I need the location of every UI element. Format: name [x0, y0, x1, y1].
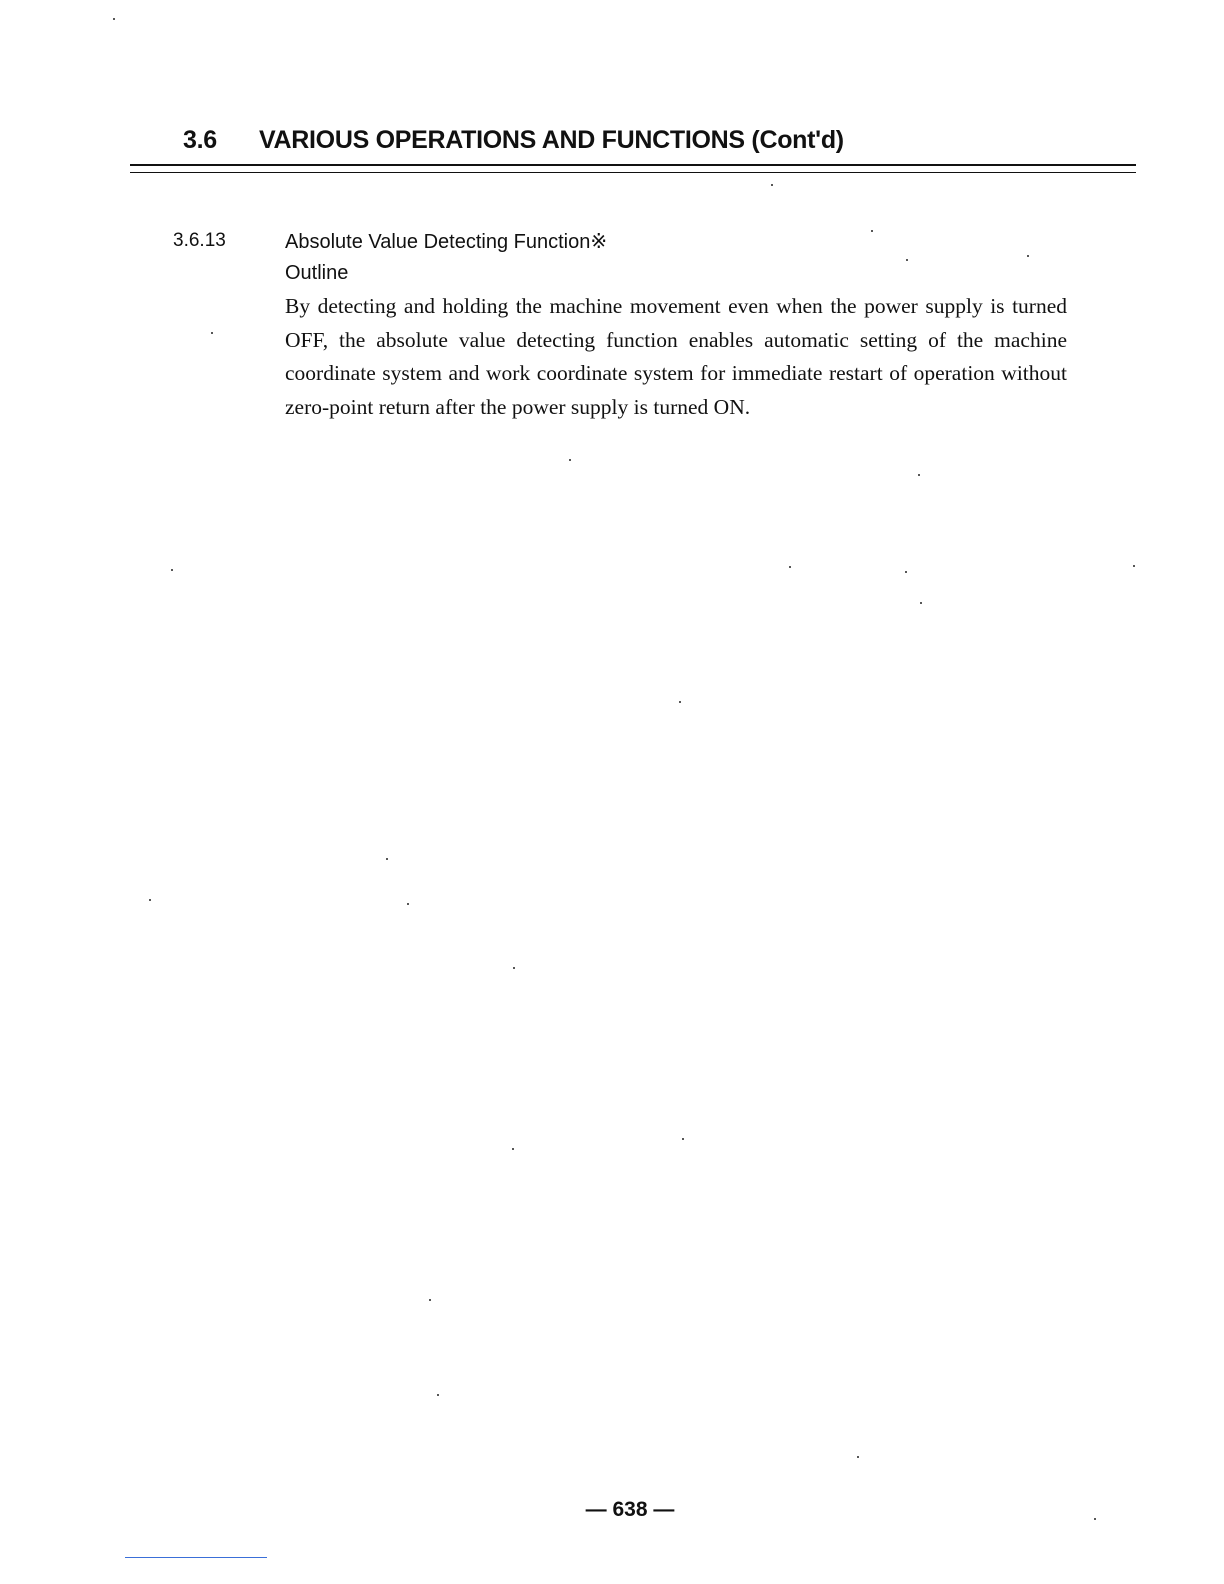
section-subheading: Outline — [285, 262, 349, 284]
header-title: VARIOUS OPERATIONS AND FUNCTIONS (Cont'd) — [259, 126, 844, 154]
scan-speck — [429, 1299, 431, 1301]
scan-speck — [920, 602, 922, 604]
scan-speck — [437, 1394, 439, 1396]
scan-speck — [906, 259, 908, 261]
scan-speck — [1133, 565, 1135, 567]
scan-speck — [789, 566, 791, 568]
section-body-paragraph: By detecting and holding the machine movement even when the power supply is turned OFF, the absolute value detecting function enables automatic setting of the machine coordinate system and work coordinate system for immediate restart of operation without zero-point return after the power supply is turned ON. — [285, 294, 1067, 419]
scan-speck — [857, 1456, 859, 1458]
scan-speck — [149, 899, 151, 901]
scan-speck — [171, 569, 173, 571]
section-title: Absolute Value Detecting Function※ — [285, 231, 608, 253]
scan-speck — [871, 230, 873, 232]
scan-speck — [905, 571, 907, 573]
scan-speck — [211, 332, 213, 334]
header-rule-thick — [130, 164, 1136, 166]
page-header — [183, 126, 844, 155]
scan-speck — [1027, 255, 1029, 257]
footer-divider — [125, 1557, 267, 1558]
scan-speck — [407, 903, 409, 905]
scan-speck — [679, 701, 681, 703]
scan-speck — [771, 184, 773, 186]
header-section-number: 3.6 — [183, 126, 217, 154]
scan-speck — [569, 459, 571, 461]
scan-speck — [1094, 1518, 1096, 1520]
scan-speck — [512, 1148, 514, 1150]
scan-speck — [682, 1138, 684, 1140]
section-number: 3.6.13 — [173, 230, 226, 251]
scan-speck — [513, 967, 515, 969]
header-rule-thin — [130, 172, 1136, 173]
page-number: — 638 — — [585, 1498, 675, 1521]
scan-speck — [386, 858, 388, 860]
scan-speck — [113, 18, 115, 20]
scan-speck — [918, 474, 920, 476]
